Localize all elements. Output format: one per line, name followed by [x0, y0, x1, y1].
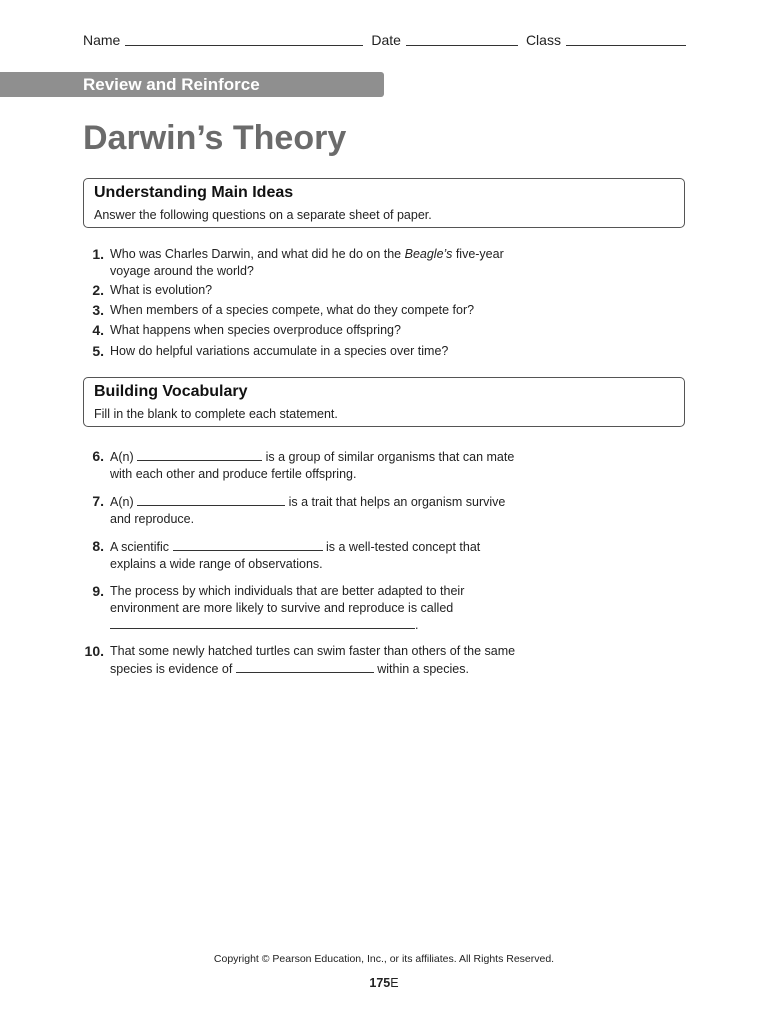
page-number: 175E — [369, 976, 399, 990]
answer-blank[interactable] — [137, 448, 262, 461]
question-number: 5. — [92, 343, 104, 359]
question-2 — [83, 282, 523, 299]
vocabulary-instruction: Fill in the blank to complete each statement. — [94, 407, 338, 421]
main-ideas-instruction: Answer the following questions on a separate sheet of paper. — [94, 208, 432, 222]
question-number: 4. — [92, 322, 104, 338]
question-number: 2. — [92, 282, 104, 298]
page-title: Darwin’s Theory — [83, 119, 347, 157]
class-label: Class — [525, 32, 561, 48]
date-label: Date — [371, 32, 401, 48]
answer-blank[interactable] — [173, 538, 323, 551]
question-text: How do helpful variations accumulate in a species over time? — [110, 344, 449, 358]
question-number: 8. — [92, 538, 104, 554]
name-blank[interactable] — [125, 31, 363, 46]
question-text: What happens when species overproduce offspring? — [110, 323, 401, 337]
question-text: A scientific is a well-tested concept that explains a wide range of observations. — [110, 540, 481, 571]
main-ideas-title: Understanding Main Ideas — [94, 184, 294, 201]
question-text: The process by which individuals that are better adapted to their environment are more likely to survive and reproduce is called . — [110, 584, 465, 632]
question-text: A(n) is a trait that helps an organism survive and reproduce. — [110, 495, 506, 526]
question-10 — [83, 643, 523, 677]
class-blank[interactable] — [566, 31, 686, 46]
question-text: Who was Charles Darwin, and what did he do on the Beagle’s five-year voyage around the world? — [110, 247, 504, 278]
ship-name: Beagle’s — [404, 247, 453, 261]
answer-blank[interactable] — [236, 660, 374, 673]
question-7 — [83, 493, 523, 527]
question-number: 1. — [92, 246, 104, 262]
question-4 — [83, 322, 523, 339]
vocabulary-title: Building Vocabulary — [94, 383, 248, 400]
question-number: 9. — [92, 583, 104, 599]
section-banner: Review and Reinforce — [0, 72, 384, 97]
answer-blank[interactable] — [137, 493, 285, 506]
main-ideas-box — [83, 178, 685, 228]
date-blank[interactable] — [406, 31, 518, 46]
question-number: 7. — [92, 493, 104, 509]
name-label: Name — [83, 32, 121, 48]
answer-blank[interactable] — [110, 616, 415, 629]
question-1 — [83, 246, 523, 279]
student-info-header — [83, 31, 686, 48]
vocabulary-box — [83, 377, 685, 427]
question-number: 6. — [92, 448, 104, 464]
question-number: 10. — [84, 643, 104, 659]
question-text: What is evolution? — [110, 283, 213, 297]
question-3 — [83, 302, 523, 319]
question-9 — [83, 583, 523, 634]
question-5 — [83, 343, 523, 360]
question-number: 3. — [92, 302, 104, 318]
question-text: When members of a species compete, what do they compete for? — [110, 303, 475, 317]
question-text: That some newly hatched turtles can swim faster than others of the same species is evidence of within a species. — [110, 644, 516, 676]
question-8 — [83, 538, 523, 572]
copyright-notice: Copyright © Pearson Education, Inc., or its affiliates. All Rights Reserved. — [213, 953, 555, 965]
question-6 — [83, 448, 523, 482]
question-text: A(n) is a group of similar organisms that can mate with each other and produce fertile offspring. — [110, 450, 515, 481]
